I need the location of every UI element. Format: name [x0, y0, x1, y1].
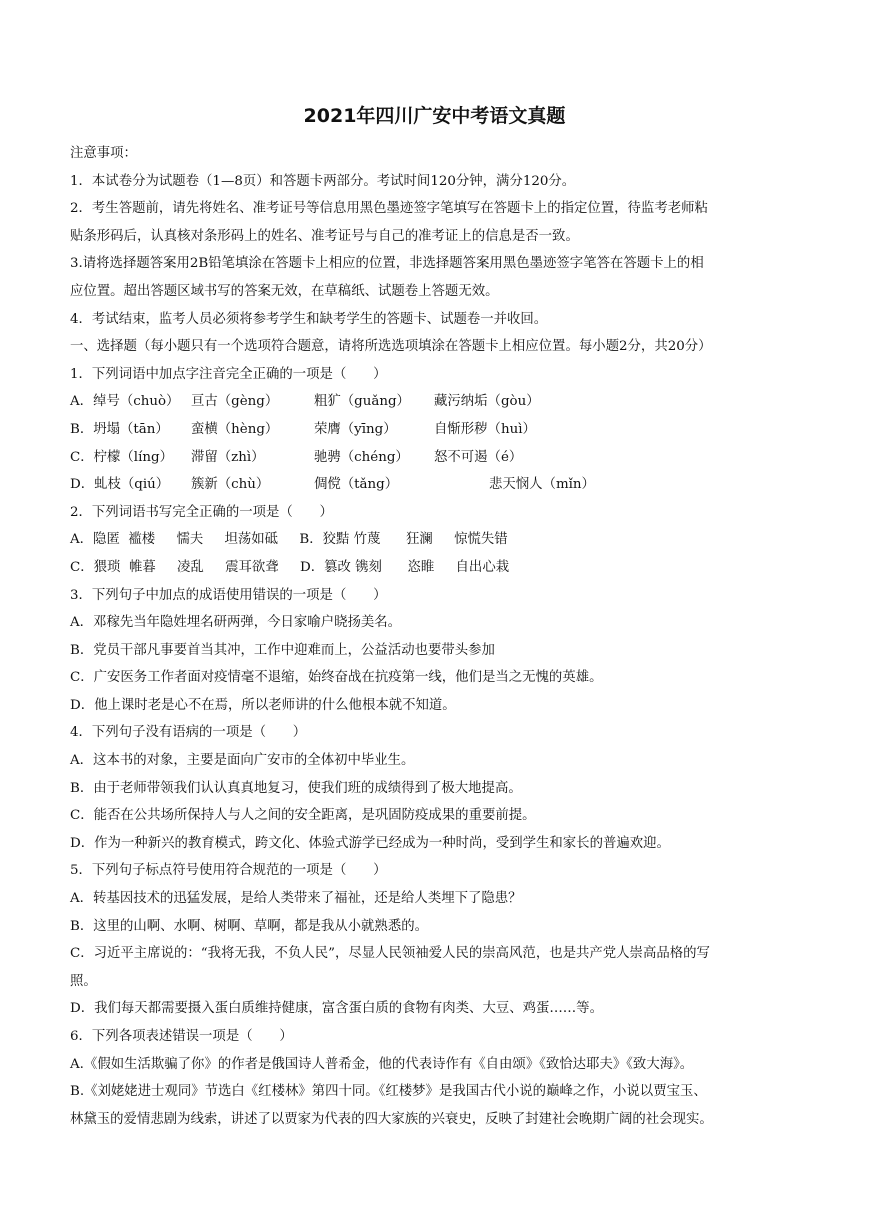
option-cell: 怒不可遏（é） — [434, 449, 523, 465]
option-cell: 粗犷（guǎng） — [314, 394, 410, 410]
option-line: C．能否在公共场所保持人与人之间的安全距离，是巩固防疫成果的重要前提。 — [70, 808, 536, 824]
option-line: A．这本书的对象，主要是面向广安市的全体初中毕业生。 — [70, 753, 415, 769]
option-word: D．篡改 — [299, 559, 351, 575]
option-cell: C．柠檬（líng） — [70, 449, 173, 465]
option-line: 林黛玉的爱情悲剧为线索，讲述了以贾家为代表的四大家族的兴衰史，反映了封建社会晚期广阔的社会现实。 — [70, 1111, 713, 1127]
option-cell: 悲天悯人（mǐn） — [489, 477, 595, 493]
option-line: D．作为一种新兴的教育模式，跨文化、体验式游学已经成为一种时尚，受到学生和家长的普遍欢迎。 — [70, 835, 670, 851]
option-word: 竹蔑 — [353, 532, 381, 548]
exam-content — [70, 140, 810, 1133]
section-heading: 一、选择题（每小题只有一个选项符合题意，请将所选选项填涂在答题卡上相应位置。每小题2分，共20分） — [70, 339, 712, 355]
option-word: 恣睢 — [407, 559, 435, 575]
option-row — [70, 388, 810, 416]
question-stem: 6．下列各项表述错误一项是（ ） — [70, 1029, 293, 1044]
option-word: C．猥琐 — [70, 559, 121, 575]
option-word: 狂澜 — [405, 532, 433, 548]
option-word: 凌乱 — [177, 559, 204, 575]
option-line: C．广安医务工作者面对疫情毫不退缩，始终奋战在抗疫第一线，他们是当之无愧的英雄。 — [70, 670, 603, 686]
option-cell: 荣膺（yīng） — [314, 421, 397, 437]
option-line: B．这里的山啊、水啊、树啊、草啊，都是我从小就熟悉的。 — [70, 918, 428, 934]
option-cell: D．虬枝（qiú） — [70, 477, 170, 493]
option-row — [70, 416, 810, 444]
notice-item: 4．考试结束，监考人员必须将参考学生和缺考学生的答题卡、试题卷一并收回。 — [70, 311, 548, 327]
option-line: D．他上课时老是心不在焉，所以老师讲的什么他根本就不知道。 — [70, 697, 456, 713]
option-cell: B．坍塌（tān） — [70, 421, 169, 437]
option-cell: 自惭形秽（huì） — [434, 421, 536, 437]
option-word: A．隐匿 — [70, 532, 120, 548]
option-line: A．转基因技术的迅猛发展，是给人类带来了福祉，还是给人类埋下了隐患？ — [70, 891, 522, 907]
option-line: B．由于老师带领我们认认真真地复习，使我们班的成绩得到了极大地提高。 — [70, 780, 522, 796]
option-cell: 倜傥（tǎng） — [314, 477, 399, 493]
notice-item: 2．考生答题前，请先将姓名、准考证号等信息用黑色墨迹签字笔填写在答题卡上的指定位置，待监考老师粘 — [70, 201, 708, 217]
option-line: 照。 — [70, 973, 97, 989]
option-cell: 驰骋（chéng） — [314, 449, 409, 465]
option-word: 坦荡如砥 — [224, 532, 279, 548]
option-line: B．党员干部凡事要首当其冲，工作中迎难而上，公益活动也要带头参加 — [70, 642, 495, 658]
notice-item: 3.请将选择题答案用2B铅笔填涂在答题卡上相应的位置，非选择题答案用黑色墨迹签字笔答在答题卡上的相 — [70, 256, 704, 272]
option-line: A.《假如生活欺骗了你》的作者是俄国诗人普希金，他的代表诗作有《自由颂》《致恰达耶夫》《致大海》。 — [70, 1056, 694, 1072]
option-word: 褴楼 — [128, 532, 156, 548]
option-line: C．习近平主席说的：“我将无我，不负人民”，尽显人民领袖爱人民的崇高风范，也是共产党人崇高品格的写 — [70, 946, 710, 962]
option-word: 自出心栽 — [455, 559, 510, 575]
option-word: 震耳欲聋 — [225, 559, 279, 575]
option-cell: A．绰号（chuò） — [70, 394, 180, 410]
option-row — [70, 471, 810, 499]
option-line: B.《刘姥姥进士观同》节选白《红楼林》第四十同。《红楼梦》是我国古代小说的巅峰之作，小说以贾宝玉、 — [70, 1084, 707, 1100]
question-stem: 2．下列词语书写完全正确的一项是（ ） — [70, 504, 333, 520]
option-row — [70, 554, 810, 582]
option-word: 帷暮 — [128, 559, 156, 575]
question-stem: 1．下列词语中加点字注音完全正确的一项是（ ） — [70, 366, 387, 382]
option-cell: 簇新（chù） — [191, 477, 270, 493]
option-word: 镌刻 — [355, 559, 382, 575]
option-cell: 藏污纳垢（gòu） — [434, 394, 540, 410]
option-word: 懦夫 — [176, 532, 204, 548]
question-stem: 5．下列句子标点符号使用符合规范的一项是（ ） — [70, 863, 387, 879]
option-cell: 滞留（zhì） — [191, 449, 265, 465]
option-word: B．狡黠 — [299, 532, 350, 548]
option-cell: 亘古（gèng） — [191, 394, 279, 410]
option-row — [70, 526, 810, 554]
notice-item: 应位置。超出答题区域书写的答案无效，在草稿纸、试题卷上答题无效。 — [70, 283, 499, 299]
notice-item: 1．本试卷分为试题卷（1—8页）和答题卡两部分。考试时间120分钟，满分120分。 — [70, 173, 576, 189]
page-title: 2021年四川广安中考语文真题 — [303, 105, 566, 127]
option-row — [70, 444, 810, 472]
question-stem: 3．下列句子中加点的成语使用错误的一项是（ ） — [70, 587, 387, 603]
option-line: D．我们每天都需要摄入蛋白质维持健康，富含蛋白质的食物有肉类、大豆、鸡蛋……等。 — [70, 1001, 603, 1017]
question-stem: 4．下列句子没有语病的一项是（ ） — [70, 725, 307, 741]
option-line: A．邓稼先当年隐姓埋名研两弹，今日家喻户晓扬美名。 — [70, 615, 402, 631]
notice-heading: 注意事项： — [70, 146, 137, 161]
notice-item: 贴条形码后，认真核对条形码上的姓名、准考证号与自己的准考证上的信息是否一致。 — [70, 228, 579, 244]
option-cell: 蛮横（hèng） — [191, 421, 279, 437]
option-word: 惊慌失错 — [454, 532, 508, 548]
